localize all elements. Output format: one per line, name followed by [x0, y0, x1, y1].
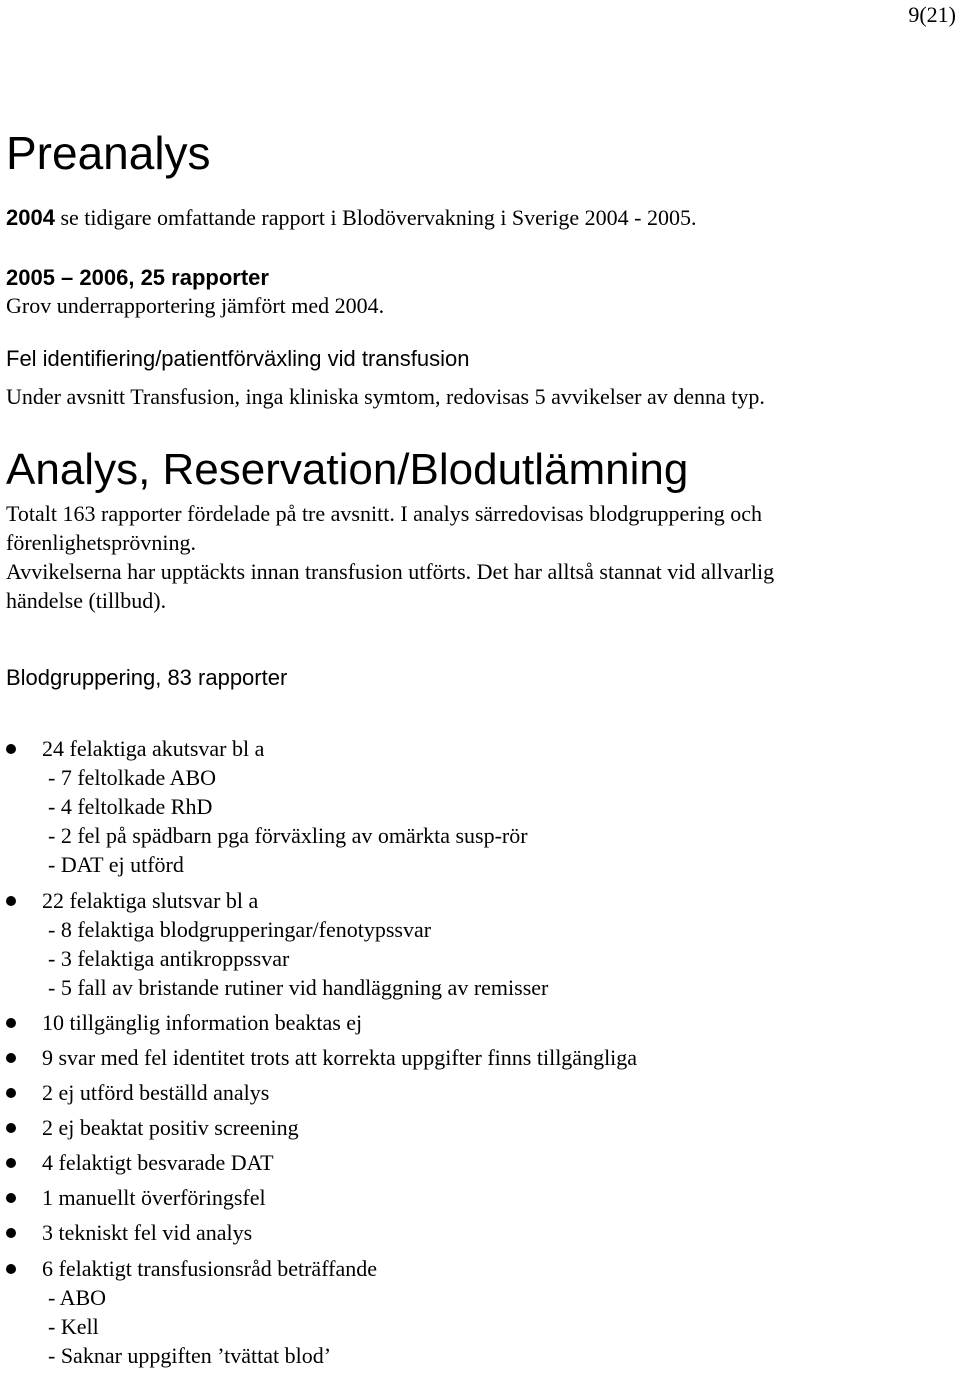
page-number: 9(21): [908, 2, 956, 27]
list-subitem: - 8 felaktiga blodgrupperingar/fenotypssvar: [48, 917, 432, 942]
list-item: 24 felaktiga akutsvar bl a: [42, 736, 265, 761]
intro-year: 2004: [6, 205, 55, 230]
list-subitem: - 5 fall av bristande rutiner vid handläggning av remisser: [48, 975, 549, 1000]
list-subitem: - 3 felaktiga antikroppssvar: [48, 946, 290, 971]
bullet-icon: [6, 1088, 16, 1098]
list-item: 4 felaktigt besvarade DAT: [42, 1150, 274, 1175]
list-item: 3 tekniskt fel vid analys: [42, 1220, 253, 1245]
list-subitem: - 7 feltolkade ABO: [48, 765, 217, 790]
list-item: 10 tillgänglig information beaktas ej: [42, 1010, 363, 1035]
analys-line: Totalt 163 rapporter fördelade på tre avsnitt. I analys särredovisas blodgruppering och: [6, 501, 762, 526]
list-subitem: - Kell: [48, 1314, 99, 1339]
period-heading: 2005 – 2006, 25 rapporter: [6, 265, 269, 290]
bullet-icon: [6, 1228, 16, 1238]
analys-line: Avvikelserna har upptäckts innan transfusion utförts. Det har alltså stannat vid allvarlig: [6, 559, 775, 584]
analys-title: Analys, Reservation/Blodutlämning: [6, 445, 689, 494]
bullet-icon: [6, 1193, 16, 1203]
list-item: 22 felaktiga slutsvar bl a: [42, 888, 259, 913]
blodgruppering-heading: Blodgruppering, 83 rapporter: [6, 665, 288, 690]
list-subitem: - Saknar uppgiften ’tvättat blod’: [48, 1343, 332, 1368]
fel-id-heading: Fel identifiering/patientförväxling vid transfusion: [6, 346, 470, 371]
bullet-icon: [6, 1018, 16, 1028]
list-subitem: - 4 feltolkade RhD: [48, 794, 213, 819]
list-item: 2 ej utförd beställd analys: [42, 1080, 270, 1105]
bullet-icon: [6, 1053, 16, 1063]
bullet-icon: [6, 744, 16, 754]
list-subitem: - 2 fel på spädbarn pga förväxling av omärkta susp-rör: [48, 823, 528, 848]
analys-line: förenlighetsprövning.: [6, 530, 197, 555]
analys-line: händelse (tillbud).: [6, 588, 167, 613]
bullet-icon: [6, 1264, 16, 1274]
bullet-icon: [6, 1123, 16, 1133]
intro-paragraph: [6, 204, 696, 232]
list-item: 2 ej beaktat positiv screening: [42, 1115, 299, 1140]
intro-text: se tidigare omfattande rapport i Blodövervakning i Sverige 2004 - 2005.: [54, 205, 697, 230]
bullet-icon: [6, 896, 16, 906]
list-item: 6 felaktigt transfusionsråd beträffande: [42, 1256, 377, 1281]
list-item: 9 svar med fel identitet trots att korrekta uppgifter finns tillgängliga: [42, 1045, 638, 1070]
period-text: Grov underrapportering jämfört med 2004.: [6, 293, 385, 318]
fel-id-text: Under avsnitt Transfusion, inga kliniska symtom, redovisas 5 avvikelser av denna typ.: [6, 384, 765, 409]
list-item: 1 manuellt överföringsfel: [42, 1185, 266, 1210]
list-subitem: - ABO: [48, 1285, 107, 1310]
list-subitem: - DAT ej utförd: [48, 852, 184, 877]
bullet-icon: [6, 1158, 16, 1168]
page-title: Preanalys: [6, 127, 211, 179]
